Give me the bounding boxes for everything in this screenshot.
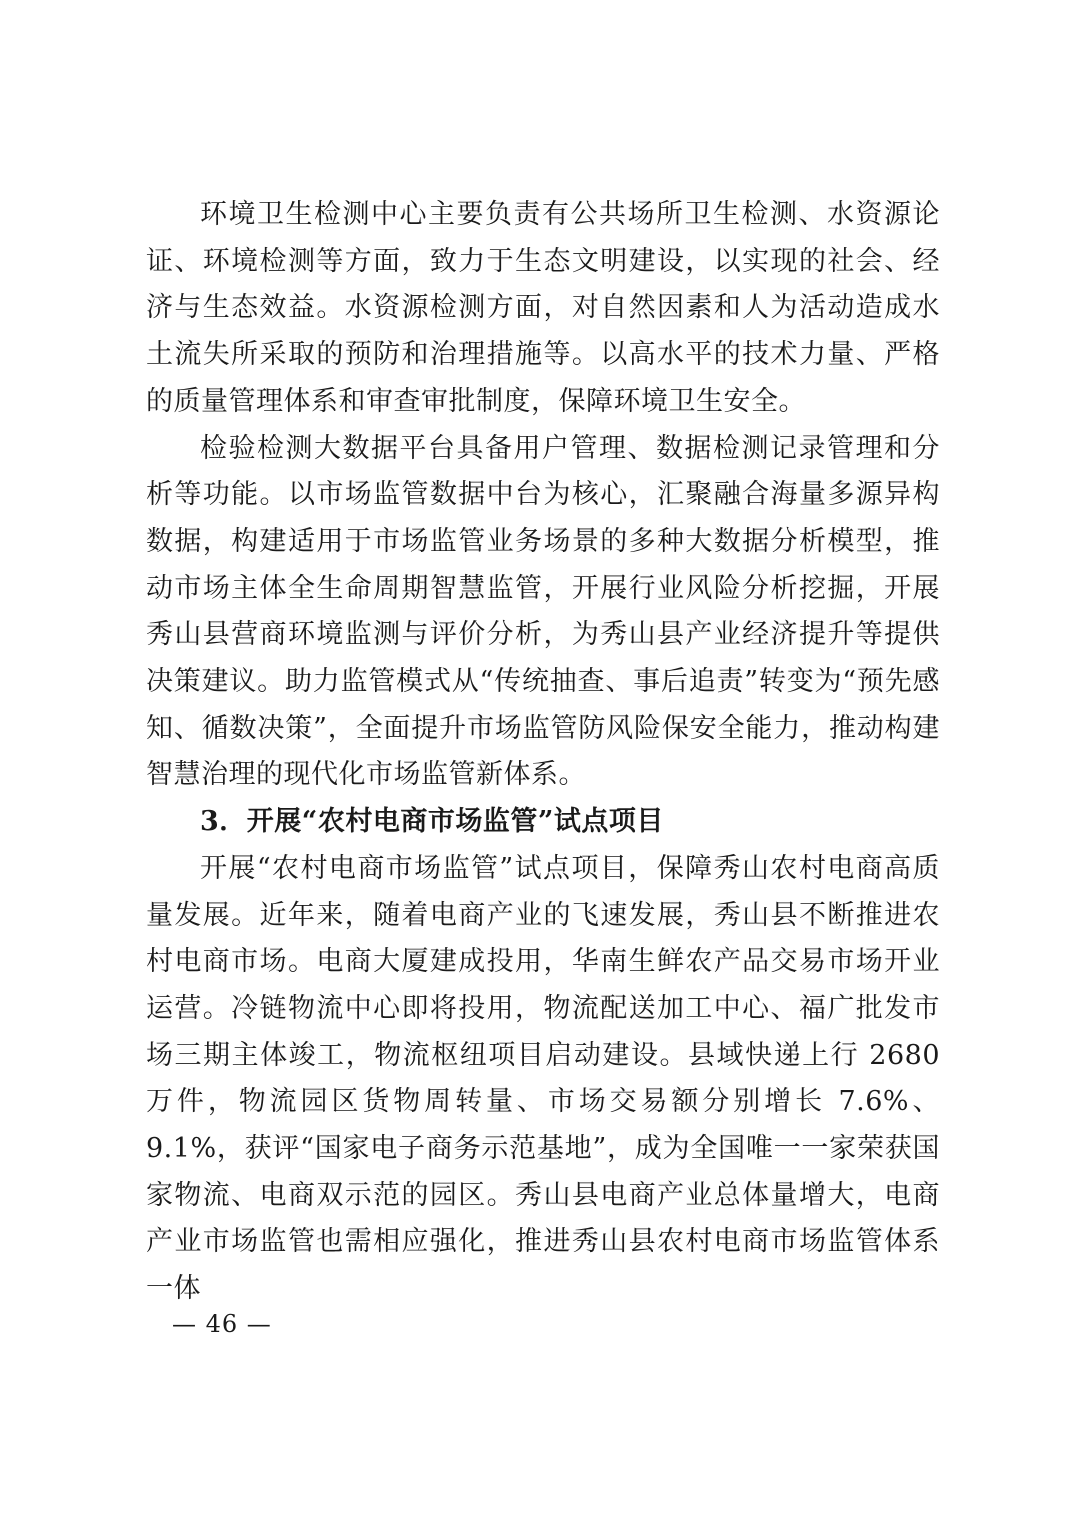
paragraph-environment-health: 环境卫生检测中心主要负责有公共场所卫生检测、水资源论证、环境检测等方面，致力于生态文明建设，以实现的社会、经济与生态效益。水资源检测方面，对自然因素和人为活动造成水土流失所采取的预防和治理措施等。以高水平的技术力量、严格的质量管理体系和审查审批制度，保障环境卫生安全。 — [146, 199, 940, 417]
page-number: — 46 — — [172, 1310, 272, 1338]
document-body — [146, 192, 940, 1313]
section-heading: 3．开展“农村电商市场监管”试点项目 — [200, 806, 664, 838]
paragraph-rural-ecommerce: 开展“农村电商市场监管”试点项目，保障秀山农村电商高质量发展。近年来，随着电商产业的飞速发展，秀山县不断推进农村电商市场。电商大厦建成投用，华南生鲜农产品交易市场开业运营。冷链物流中心即将投用，物流配送加工中心、福广批发市场三期主体竣工，物流枢纽项目启动建设。县域快递上行 2680 万件，物流园区货物周转量、市场交易额分别增长 7.6%、9.1%，获评“国家电子商务示范基地”，成为全国唯一一家荣获国家物流、电商双示范的园区。秀山县电商产业总体量增大，电商产业市场监管也需相应强化，推进秀山县农村电商市场监管体系一体 — [146, 852, 940, 1305]
paragraph-big-data-platform: 检验检测大数据平台具备用户管理、数据检测记录管理和分析等功能。以市场监管数据中台为核心，汇聚融合海量多源异构数据，构建适用于市场监管业务场景的多种大数据分析模型，推动市场主体全生命周期智慧监管，开展行业风险分析挖掘，开展秀山县营商环境监测与评价分析，为秀山县产业经济提升等提供决策建议。助力监管模式从“传统抽查、事后追责”转变为“预先感知、循数决策”，全面提升市场监管防风险保安全能力，推动构建智慧治理的现代化市场监管新体系。 — [146, 432, 940, 791]
